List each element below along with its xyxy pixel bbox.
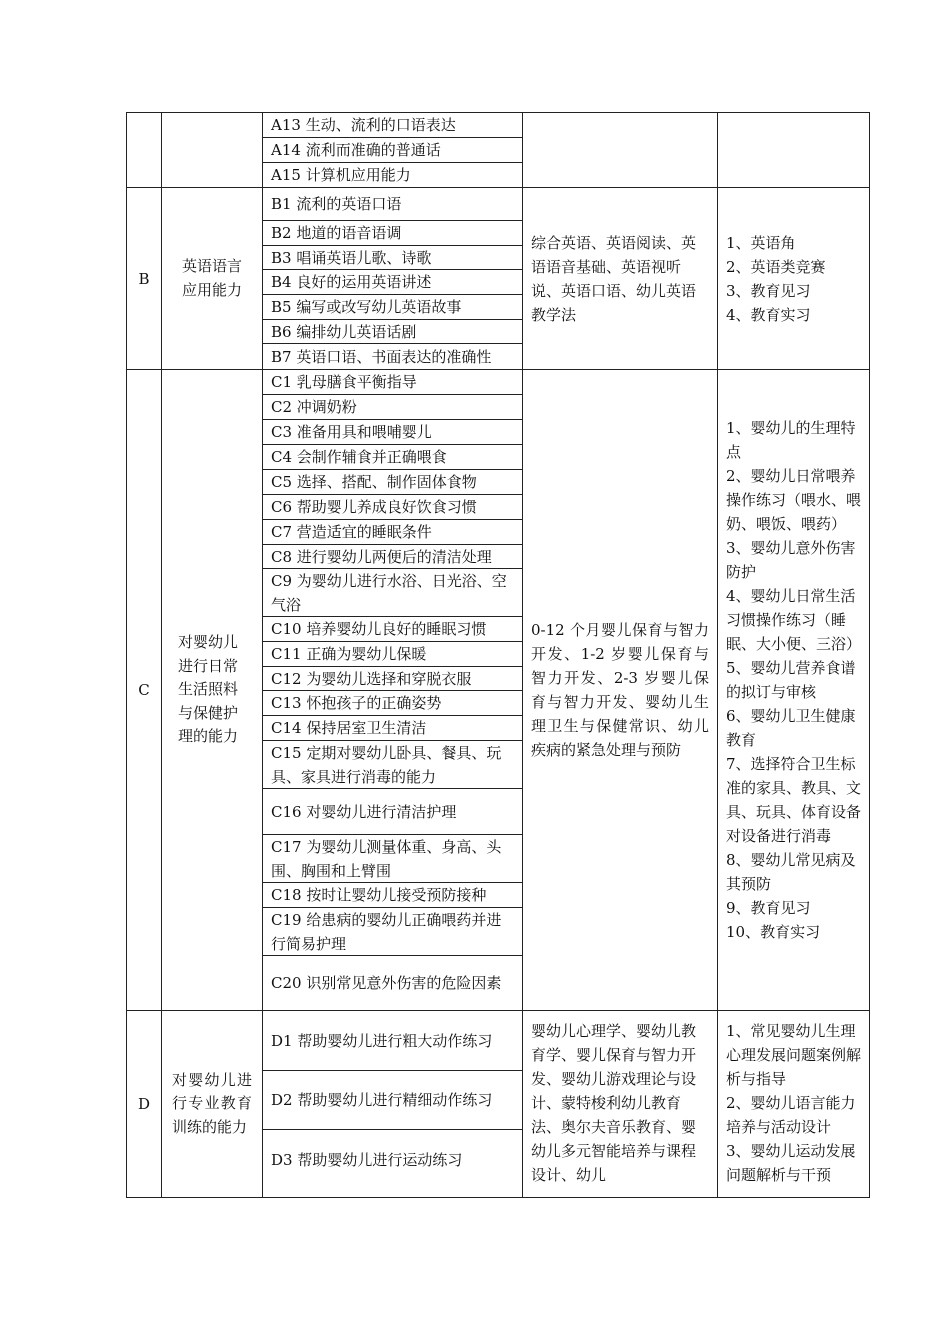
activity-item: 9、教育见习 xyxy=(726,899,811,917)
activity-list xyxy=(718,1011,870,1198)
row-area xyxy=(162,113,263,188)
competency-item: C17 为婴幼儿测量体重、身高、头围、胸围和上臂围 xyxy=(263,835,522,883)
competency-item: D2 帮助婴幼儿进行精细动作练习 xyxy=(263,1071,522,1130)
activity-item: 2、婴幼儿日常喂养操作练习（喂水、喂奶、喂饭、喂药） xyxy=(726,467,862,533)
competency-item: C20 识别常见意外伤害的危险因素 xyxy=(271,974,502,992)
activity-list xyxy=(718,370,870,1011)
competency-item: B7 英语口语、书面表达的准确性 xyxy=(271,347,492,366)
competency-item: B4 良好的运用英语讲述 xyxy=(263,270,522,295)
competency-item: C11 正确为婴幼儿保暖 xyxy=(263,642,522,667)
competency-item: D1 帮助婴幼儿进行粗大动作练习 xyxy=(263,1011,522,1071)
activity-item: 1、英语角 xyxy=(726,233,796,252)
activity-item: 4、婴幼儿日常生活习惯操作练习（睡眠、大小便、三浴） xyxy=(726,587,862,653)
activity-item: 6、婴幼儿卫生健康教育 xyxy=(726,707,856,749)
activity-item: 8、婴幼儿常见病及其预防 xyxy=(726,851,856,893)
competency-item: D3 帮助婴幼儿进行运动练习 xyxy=(271,1150,463,1169)
competency-item: C2 冲调奶粉 xyxy=(263,395,522,420)
row-code: D xyxy=(127,1011,162,1198)
competency-list xyxy=(263,1011,523,1198)
competency-item: C19 给患病的婴幼儿正确喂药并进行简易护理 xyxy=(263,908,522,956)
activity-item: 2、英语类竞赛 xyxy=(726,257,826,276)
competency-item: C7 营造适宜的睡眠条件 xyxy=(263,520,522,545)
course-list xyxy=(523,113,718,188)
competency-item: C14 保持居室卫生清洁 xyxy=(263,716,522,741)
competency-item: C9 为婴幼儿进行水浴、日光浴、空气浴 xyxy=(263,569,522,617)
activity-item: 2、婴幼儿语言能力培养与活动设计 xyxy=(726,1094,856,1136)
competency-item: A14 流利而准确的普通话 xyxy=(263,138,522,163)
table-row-c xyxy=(127,370,870,1011)
activity-item: 3、婴幼儿运动发展问题解析与干预 xyxy=(726,1142,856,1184)
competency-item: A15 计算机应用能力 xyxy=(271,166,411,184)
competency-list xyxy=(263,113,523,188)
competency-item: A13 生动、流利的口语表达 xyxy=(263,113,522,138)
table-row-b xyxy=(127,188,870,370)
competency-item: C1 乳母膳食平衡指导 xyxy=(263,370,522,395)
competency-item: B2 地道的语音语调 xyxy=(263,221,522,246)
competency-item: C16 对婴幼儿进行清洁护理 xyxy=(263,789,522,835)
activity-item: 1、常见婴幼儿生理心理发展问题案例解析与指导 xyxy=(726,1022,862,1088)
competency-item: C10 培养婴幼儿良好的睡眠习惯 xyxy=(263,617,522,642)
course-list: 综合英语、英语阅读、英语语音基础、英语视听说、英语口语、幼儿英语教学法 xyxy=(523,188,718,370)
competency-item: C4 会制作辅食并正确喂食 xyxy=(263,445,522,470)
activity-item: 10、教育实习 xyxy=(726,923,821,941)
activity-item: 4、教育实习 xyxy=(726,305,811,324)
row-area: 对婴幼儿进行日常生活照料与保健护理的能力 xyxy=(162,370,263,1011)
activity-list xyxy=(718,113,870,188)
competency-item: C18 按时让婴幼儿接受预防接种 xyxy=(263,883,522,908)
row-code: B xyxy=(127,188,162,370)
table-row-a xyxy=(127,113,870,188)
competency-item: B5 编写或改写幼儿英语故事 xyxy=(263,295,522,320)
competency-list xyxy=(263,188,523,370)
competency-item: C6 帮助婴儿养成良好饮食习惯 xyxy=(263,495,522,520)
competency-item: C3 准备用具和喂哺婴儿 xyxy=(263,420,522,445)
row-code xyxy=(127,113,162,188)
competency-item: C5 选择、搭配、制作固体食物 xyxy=(263,470,522,495)
activity-item: 7、选择符合卫生标准的家具、教具、文具、玩具、体育设备对设备进行消毒 xyxy=(726,755,862,845)
activity-item: 1、婴幼儿的生理特点 xyxy=(726,419,856,461)
table-row-d xyxy=(127,1011,870,1198)
activity-item: 3、教育见习 xyxy=(726,281,811,300)
course-list: 0-12 个月婴儿保育与智力开发、1-2 岁婴儿保育与智力开发、2-3 岁婴儿保育与智力开发、婴幼儿生理卫生与保健常识、幼儿疾病的紧急处理与预防 xyxy=(523,370,718,1011)
course-list: 婴幼儿心理学、婴幼儿教育学、婴儿保育与智力开发、婴幼儿游戏理论与设计、蒙特梭利幼儿教育法、奥尔夫音乐教育、婴幼儿多元智能培养与课程设计、幼儿 xyxy=(523,1011,718,1198)
competency-item: C12 为婴幼儿选择和穿脱衣服 xyxy=(263,667,522,691)
competency-item: C13 怀抱孩子的正确姿势 xyxy=(263,691,522,716)
competency-item: C8 进行婴幼儿两便后的清洁处理 xyxy=(263,545,522,569)
competency-item: B3 唱诵英语儿歌、诗歌 xyxy=(263,246,522,270)
competency-item: B6 编排幼儿英语话剧 xyxy=(263,320,522,344)
curriculum-table xyxy=(126,112,870,1198)
row-area: 英语语言应用能力 xyxy=(162,188,263,370)
competency-item: C15 定期对婴幼儿卧具、餐具、玩具、家具进行消毒的能力 xyxy=(263,741,522,789)
row-code: C xyxy=(127,370,162,1011)
activity-item: 5、婴幼儿营养食谱的拟订与审核 xyxy=(726,659,856,701)
competency-item: B1 流利的英语口语 xyxy=(263,188,522,221)
activity-item: 3、婴幼儿意外伤害防护 xyxy=(726,539,856,581)
row-area: 对婴幼儿进行专业教育训练的能力 xyxy=(162,1011,263,1198)
competency-list xyxy=(263,370,523,1011)
activity-list xyxy=(718,188,870,370)
